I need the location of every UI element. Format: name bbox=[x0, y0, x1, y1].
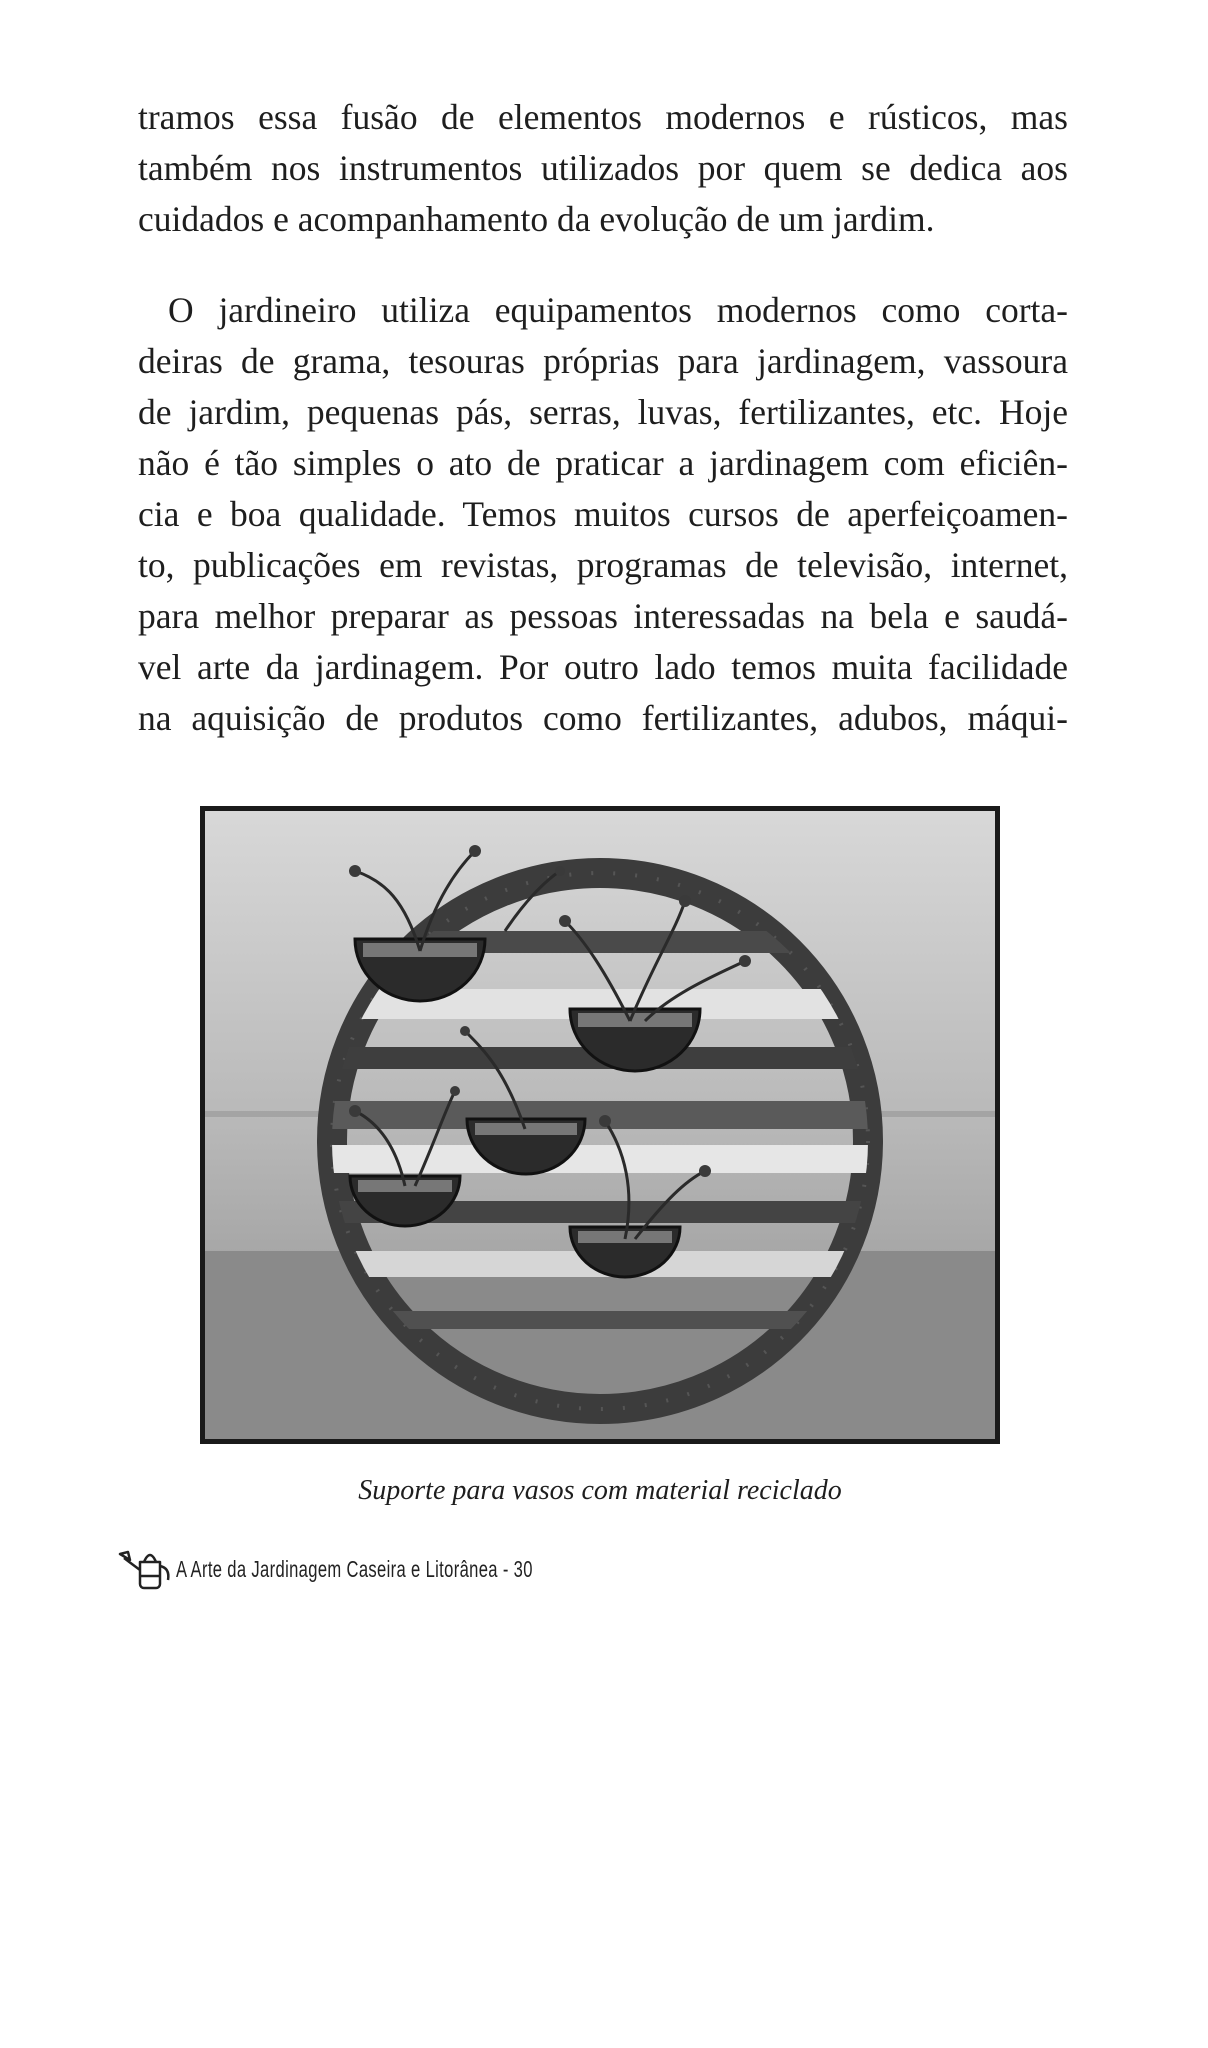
text-line: deiras de grama, tesouras próprias para jardinagem, vassoura bbox=[138, 341, 1068, 381]
text-line: não é tão simples o ato de praticar a jardinagem com eficiên- bbox=[138, 443, 1068, 483]
figure-caption: Suporte para vasos com material reciclado bbox=[358, 1475, 842, 1506]
text-line: to, publicações em revistas, programas de televisão, internet, bbox=[138, 545, 1068, 585]
paragraph-2 bbox=[138, 285, 1068, 744]
text-line: na aquisição de produtos como fertilizantes, adubos, máqui- bbox=[138, 698, 1068, 738]
figure-photo bbox=[200, 806, 1000, 1444]
text-line: para melhor preparar as pessoas interessadas na bela e saudá- bbox=[138, 596, 1068, 636]
text-line: tramos essa fusão de elementos modernos e rústicos, mas bbox=[138, 97, 1068, 137]
text-line: também nos instrumentos utilizados por quem se dedica aos bbox=[138, 148, 1068, 188]
planter-photo-illustration bbox=[205, 811, 995, 1439]
text-line: de jardim, pequenas pás, serras, luvas, fertilizantes, etc. Hoje bbox=[138, 392, 1068, 432]
text-line: O jardineiro utiliza equipamentos modernos como corta- bbox=[168, 290, 1068, 330]
text-line: cuidados e acompanhamento da evolução de um jardim. bbox=[138, 199, 935, 239]
text-line: cia e boa qualidade. Temos muitos cursos de aperfeiçoamen- bbox=[138, 494, 1068, 534]
running-footer bbox=[118, 1546, 672, 1592]
watering-can-icon bbox=[118, 1546, 172, 1592]
running-title: A Arte da Jardinagem Caseira e Litorânea - 30 bbox=[176, 1555, 533, 1582]
paragraph-1 bbox=[138, 92, 1068, 245]
text-line: vel arte da jardinagem. Por outro lado temos muita facilidade bbox=[138, 647, 1068, 687]
